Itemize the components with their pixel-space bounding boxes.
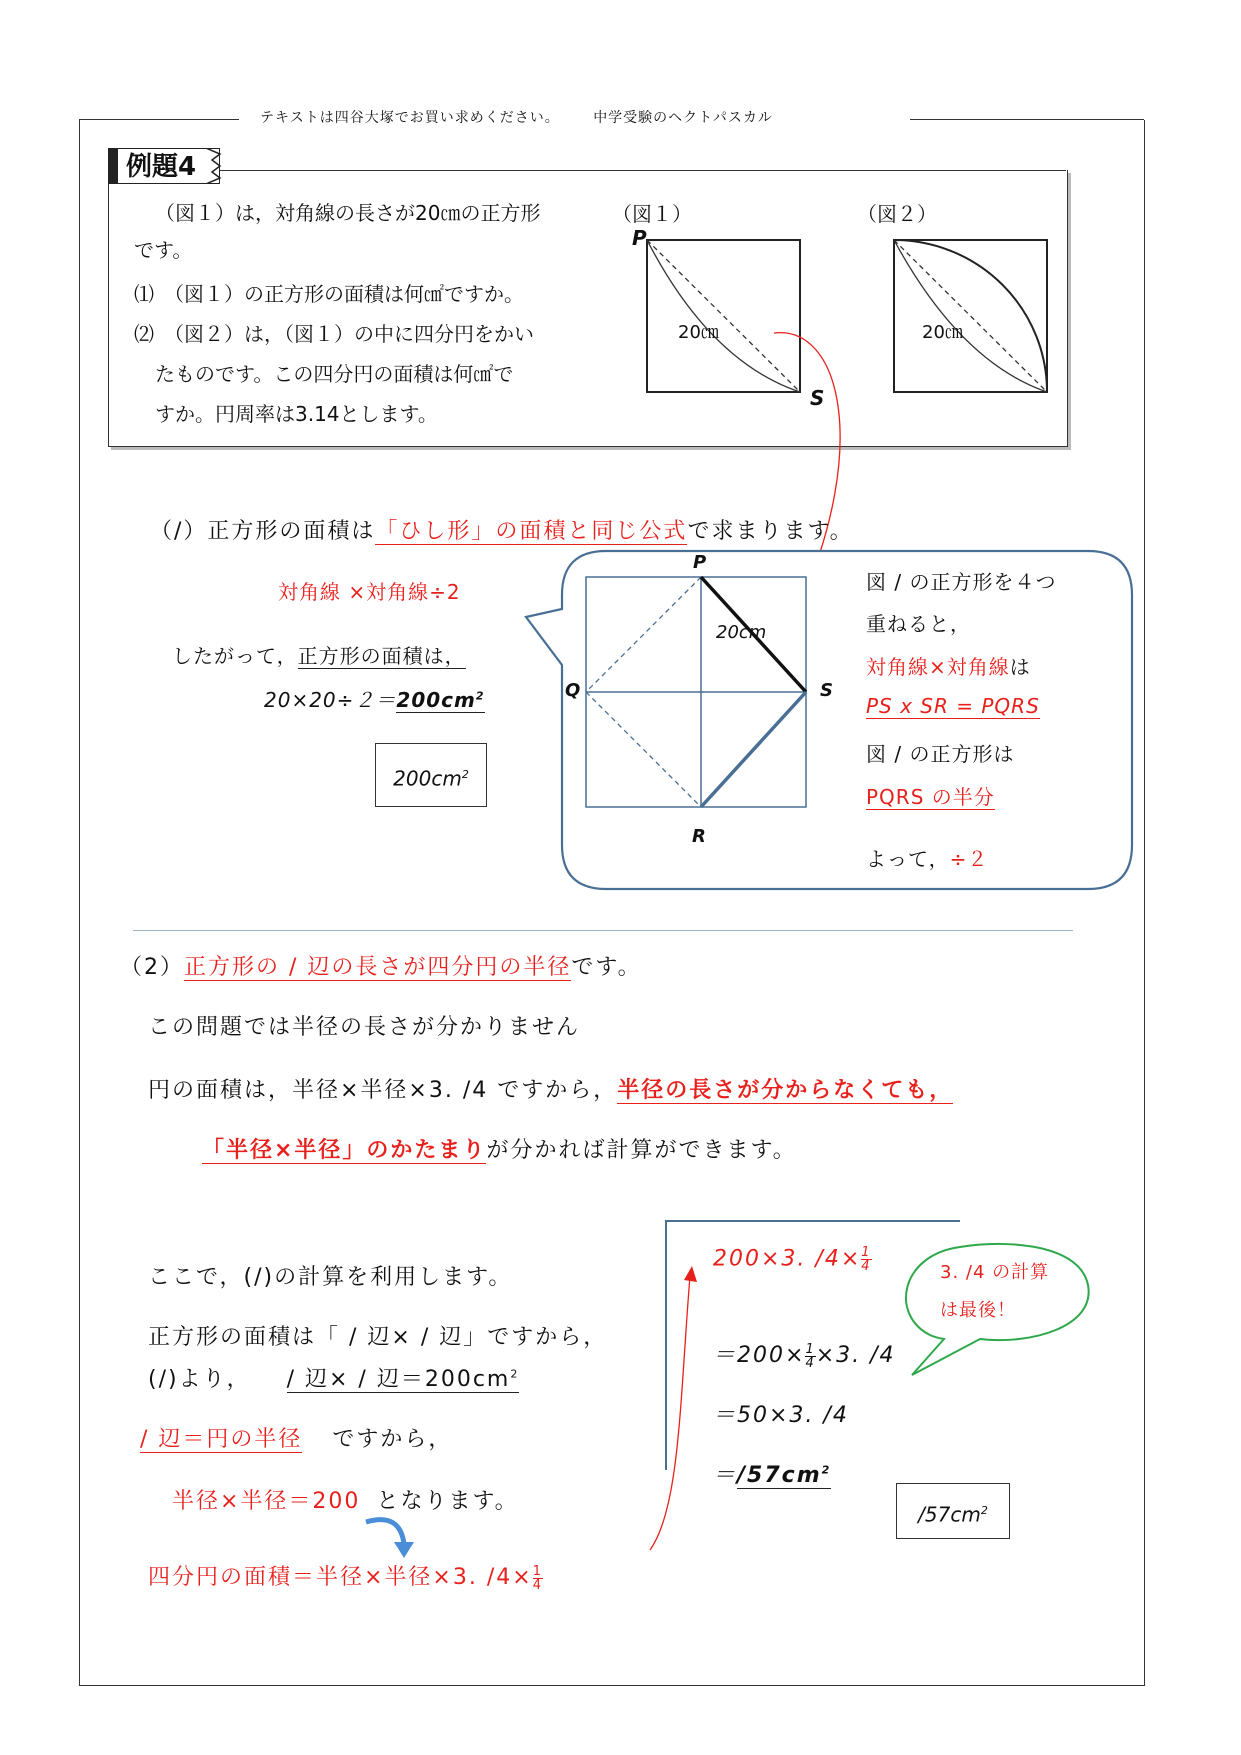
bubble-line1: 図 / の正方形を４つ [866,570,1057,594]
calc-line4-answer [737,1463,831,1489]
problem-intro-line1: （図１）は，対角線の長さが20㎝の正方形 [155,201,541,225]
figure2-length: 20㎝ [922,322,963,343]
calc-line1-fraction [861,1246,871,1273]
sol1-calc-answer-value: 200cm [396,688,476,712]
diagram-length-label: 20cm [716,622,767,643]
bubble-line3-post: は [1009,655,1031,679]
figure1-point-s: S [810,386,825,410]
sol1-line1-pre: したがって， [172,644,298,668]
calc-line4 [713,1458,831,1489]
fraction-numerator: 1 [532,1563,543,1579]
sol1-heading-emphasis: 「ひし形」の面積と同じ公式 [375,519,688,544]
bubble-line7-pre: よって， [866,847,950,871]
sol2-line6 [148,1362,519,1393]
sol2-answer-sq: 2 [980,1504,988,1517]
bubble-line7 [866,843,988,872]
sol2-line5: 正方形の面積は「 / 辺× / 辺」ですから， [148,1325,608,1350]
sol2-line2 [148,1073,953,1104]
sol2-heading-post: です。 [571,955,642,980]
sol2-line8 [172,1484,519,1515]
sol2-line6-underlined-text: / 辺× / 辺＝200cm [286,1367,511,1392]
sol2-line7-post: ですから， [332,1427,453,1452]
sol2-line1: この問題では半径の長さが分かりません [148,1015,581,1040]
sol2-answer-value: /57cm [918,1502,981,1527]
figure1-label: （図１） [612,202,692,226]
calc-line4-sq: 2 [821,1463,832,1477]
fraction-denominator: 4 [861,1259,872,1274]
problem-title: 例題4 [108,148,220,184]
sol1-heading-post: で求まります。 [687,519,854,544]
sol2-line9 [148,1560,543,1592]
sol2-line3-post: が分かれば計算ができます。 [486,1138,797,1163]
sol2-line7-emphasis: / 辺＝円の半径 [140,1427,303,1452]
sol2-line4: ここで，(/)の計算を利用します。 [148,1265,513,1290]
sol2-line2-emphasis: 半径の長さが分からなくても， [617,1078,954,1103]
sol1-calc [264,684,485,713]
calc-line2-post: ×3. /4 [815,1343,896,1368]
sol1-formula: 対角線 ×対角線÷2 [278,580,461,604]
sol2-line6-sq: 2 [510,1367,520,1381]
bubble-line3-emphasis: 対角線×対角線 [866,655,1010,679]
calc-line3: ＝50×3. /4 [713,1403,849,1428]
sol2-line8-post: となります。 [376,1489,519,1514]
sol2-line6-pre: (/)より， [148,1367,251,1392]
fraction-numerator: 1 [861,1245,872,1260]
figure1-length: 20㎝ [678,322,719,343]
sol2-line2-pre: 円の面積は，半径×半径×3. /4 ですから， [148,1078,618,1103]
title-tag-zigzag [206,148,222,184]
sol2-line8-emphasis: 半径×半径＝200 [172,1489,361,1514]
sol1-line1-underlined: 正方形の面積は， [297,644,466,668]
bubble-line3 [866,651,1031,680]
sol1-calc-answer-sq: 2 [475,689,485,703]
bubble-line4 [866,694,1040,718]
header-right-text: 中学受験のヘクトパスカル [593,110,773,126]
problem-q2-line1: ⑵ （図２）は，（図１）の中に四分円をかい [134,322,534,346]
sol1-pqrs-diagram [580,570,820,820]
bubble-line6-text: PQRS の半分 [866,785,995,809]
sol1-answer-value: 200cm [393,766,462,791]
fraction-numerator: 1 [805,1341,816,1357]
bubble-line2: 重ねると， [866,612,971,636]
fraction-denominator: 4 [532,1577,543,1593]
bubble-line7-emphasis: ÷２ [949,847,989,871]
sol2-line6-underlined [287,1367,520,1393]
sol1-calc-answer [396,688,484,713]
calc-line2-pre: ＝200× [713,1343,806,1368]
sol2-line9-text: 四分円の面積＝半径×半径×3. /4× [148,1565,533,1590]
sol1-heading [150,514,854,545]
diagram-point-p: P [693,552,707,573]
figure2-diagram [880,232,1060,412]
page-header [260,107,910,127]
diagram-point-r: R [692,826,706,847]
calc-line4-pre: ＝ [713,1463,738,1488]
problem-q2-line2: たものです。この四分円の面積は何㎠で [155,362,514,386]
note-line2: は最後！ [940,1300,1016,1321]
header-rule-left [79,119,239,120]
sol1-answer-box [375,743,487,807]
diagram-point-q: Q [565,680,581,701]
calc-line1-text: 200×3. /4× [713,1246,862,1272]
sol1-calc-pre: 20×20÷２＝ [264,688,397,712]
bubble-line5: 図 / の正方形は [866,742,1015,766]
header-rule-right [910,119,1144,120]
calc-line2 [713,1338,896,1370]
pointer-arrow-calc [640,1258,720,1558]
sol2-heading-emphasis: 正方形の / 辺の長さが四分円の半径 [184,955,572,980]
calc-line2-fraction [805,1343,815,1370]
sol2-line3-emphasis: 「半径×半径」のかたまり [202,1138,487,1163]
figure2-label: （図２） [857,202,937,226]
calc-line1 [713,1246,872,1273]
bubble-line4-text: PS x SR = PQRS [866,694,1040,718]
bubble-line6 [866,781,995,810]
problem-q1: ⑴ （図１）の正方形の面積は何㎠ですか。 [134,282,524,306]
fraction-denominator: 4 [805,1355,816,1371]
calc-line4-answer-value: /57cm [737,1463,822,1488]
note-line1: 3. /4 の計算 [940,1262,1050,1283]
header-left-text: テキストは四谷大塚でお買い求めください。 [260,110,560,126]
sol2-answer-box [896,1483,1010,1539]
figure1-point-p: P [632,226,647,250]
section-divider [133,930,1073,931]
problem-box-top [220,170,1066,171]
diagram-point-s: S [820,680,833,701]
problem-intro-line2: です。 [134,238,193,262]
problem-q2-line3: すか。円周率は3.14とします。 [155,402,438,426]
sol1-answer-sq: 2 [461,768,469,781]
sol1-line1 [172,640,466,669]
sol2-line3 [202,1133,797,1164]
sol2-heading [120,950,642,981]
substitution-arrow [360,1512,420,1562]
sol2-heading-pre: （2） [120,955,184,980]
sol1-heading-pre: （/）正方形の面積は [150,519,376,544]
sol2-line9-fraction [533,1565,543,1592]
sol2-line7 [140,1422,452,1453]
